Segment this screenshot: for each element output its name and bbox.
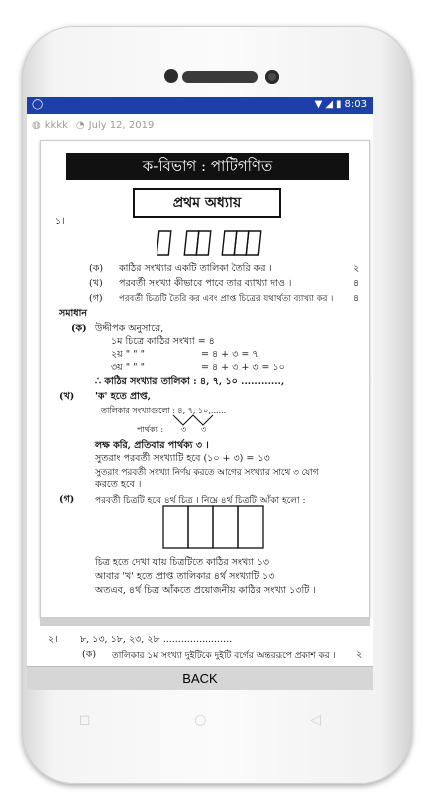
document-page-image — [40, 140, 370, 618]
q2-series: ৮, ১৩, ১৮, ২৩, ২৮ ....................... — [80, 634, 233, 645]
q1-item-label: (খ) — [89, 278, 103, 289]
post-meta — [27, 114, 373, 136]
part-kha-line: লক্ষ করি, প্রতিবার পার্থক্য ৩ । — [95, 440, 209, 451]
q1-item-marks: ৪ — [353, 278, 360, 289]
part-kha-intro: 'ক' হতে প্রাপ্ত, — [95, 391, 151, 402]
q1-item-label: (গ) — [89, 293, 103, 304]
clock-icon: ◔ — [75, 119, 85, 131]
page-separator — [40, 618, 370, 626]
front-sensor-icon — [164, 69, 178, 83]
part-ka-line: ২য় " " " — [111, 349, 145, 360]
q1-item-text: পরবর্তী চিত্রটি তৈরি কর এবং প্রাপ্ত চিত্রের যথার্থতা ব্যাখ্যা কর । — [119, 294, 334, 304]
part-ka-table: ∴ কাঠির সংখ্যার তালিকা : ৪, ৭, ১০ ............, — [95, 376, 285, 387]
section-title: ক-বিভাগ : পাটিগণিত — [66, 153, 349, 180]
difference-value: ৩ — [201, 425, 207, 434]
q1-item-text: পরবর্তী সংখ্যা কীভাবে পাবে তার ব্যাখ্যা দাও । — [119, 278, 292, 289]
q1-item-marks: ৪ — [353, 293, 360, 304]
question-number: ২। — [48, 634, 58, 645]
part-ka-line: = ৪ + ৩ + ৩ = ১০ — [201, 362, 285, 373]
user-icon: ◍ — [32, 119, 41, 131]
back-button[interactable]: BACK — [27, 666, 373, 690]
part-ga-line: আবার 'খ' হতে প্রাপ্ত তালিকার ৪র্থ সংখ্যাটি ১৩ — [95, 571, 275, 582]
part-ka-line: ১ম চিত্রে কাঠির সংখ্যা = ৪ — [111, 336, 215, 347]
fourth-figure-drawing — [162, 505, 264, 549]
back-triangle-icon[interactable]: ◁ — [310, 712, 322, 728]
circle-icon: ◯ — [32, 99, 44, 110]
part-ga-line: অতএব, ৪র্থ চিত্র আঁকতে প্রয়োজনীয় কাঠির সংখ্যা ১৩টি । — [95, 585, 316, 596]
part-kha-line: সুতরাং পরবর্তী সংখ্যা নির্ণয় করতে আগের সংখ্যার সাথে ৩ যোগ — [95, 468, 319, 478]
q1-item-text: কাঠির সংখ্যার একটি তালিকা তৈরি কর । — [119, 263, 272, 274]
battery-icon: ▮ — [336, 99, 342, 110]
home-circle-icon[interactable]: ○ — [194, 712, 207, 728]
part-ga-line: চিত্র হতে দেখা যায় চিত্রটিতে কাঠির সংখ্যা ১৩ — [95, 557, 270, 568]
q1-item-label: (ক) — [89, 263, 104, 274]
front-camera-icon — [265, 70, 279, 84]
part-ga-label: (গ) — [59, 494, 75, 505]
part-kha-list: তালিকার সংখ্যাগুলো : ৪, ৭, ১০,...... — [101, 406, 227, 415]
screen — [27, 97, 373, 690]
q2-item-label: (ক) — [82, 649, 97, 660]
chapter-title: প্রথম অধ্যায় — [133, 188, 281, 218]
part-ka-label: (ক) — [71, 323, 87, 334]
system-navigation-bar — [27, 690, 373, 750]
post-date: July 12, 2019 — [88, 119, 155, 131]
status-time: 8:03 — [344, 99, 367, 110]
part-ka-line: = ৪ + ৩ = ৭ — [201, 349, 259, 360]
next-page-preview — [40, 626, 370, 666]
wifi-icon: ▼ — [314, 99, 323, 110]
q2-item-text: তালিকার ১ম সংখ্যা দুইটিকে দুইটি বর্গের অন্তররূপে প্রকাশ কর । — [112, 651, 336, 661]
part-ga-intro: পরবর্তী চিত্রটি হবে ৪র্থ চিত্র । নিম্নে ৪র্থ চিত্রটি আঁকা হলো : — [95, 496, 306, 506]
part-kha-line: করতে হবে । — [95, 479, 142, 490]
author-name[interactable]: kkkk — [44, 119, 68, 131]
q1-item-marks: ২ — [353, 263, 360, 274]
solution-label: সমাধান — [59, 308, 88, 319]
status-bar — [27, 97, 373, 114]
signal-icon: ◢ — [325, 99, 334, 110]
part-ka-intro: উদ্দীপক অনুসারে, — [95, 323, 164, 334]
part-kha-label: (খ) — [59, 391, 75, 402]
q2-item-marks: ২ — [356, 649, 363, 660]
part-kha-line: সুতরাং পরবর্তী সংখ্যাটি হবে (১০ + ৩) = ১৩ — [95, 453, 270, 464]
difference-value: ৩ — [181, 425, 187, 434]
earpiece-speaker — [182, 71, 258, 83]
difference-label: পার্থক্য : — [137, 425, 164, 434]
question-number: ১। — [55, 216, 65, 227]
square-nav-icon[interactable]: ◻ — [78, 712, 91, 728]
matchstick-figures — [157, 229, 267, 257]
part-ka-line: ৩য় " " " — [111, 362, 145, 373]
